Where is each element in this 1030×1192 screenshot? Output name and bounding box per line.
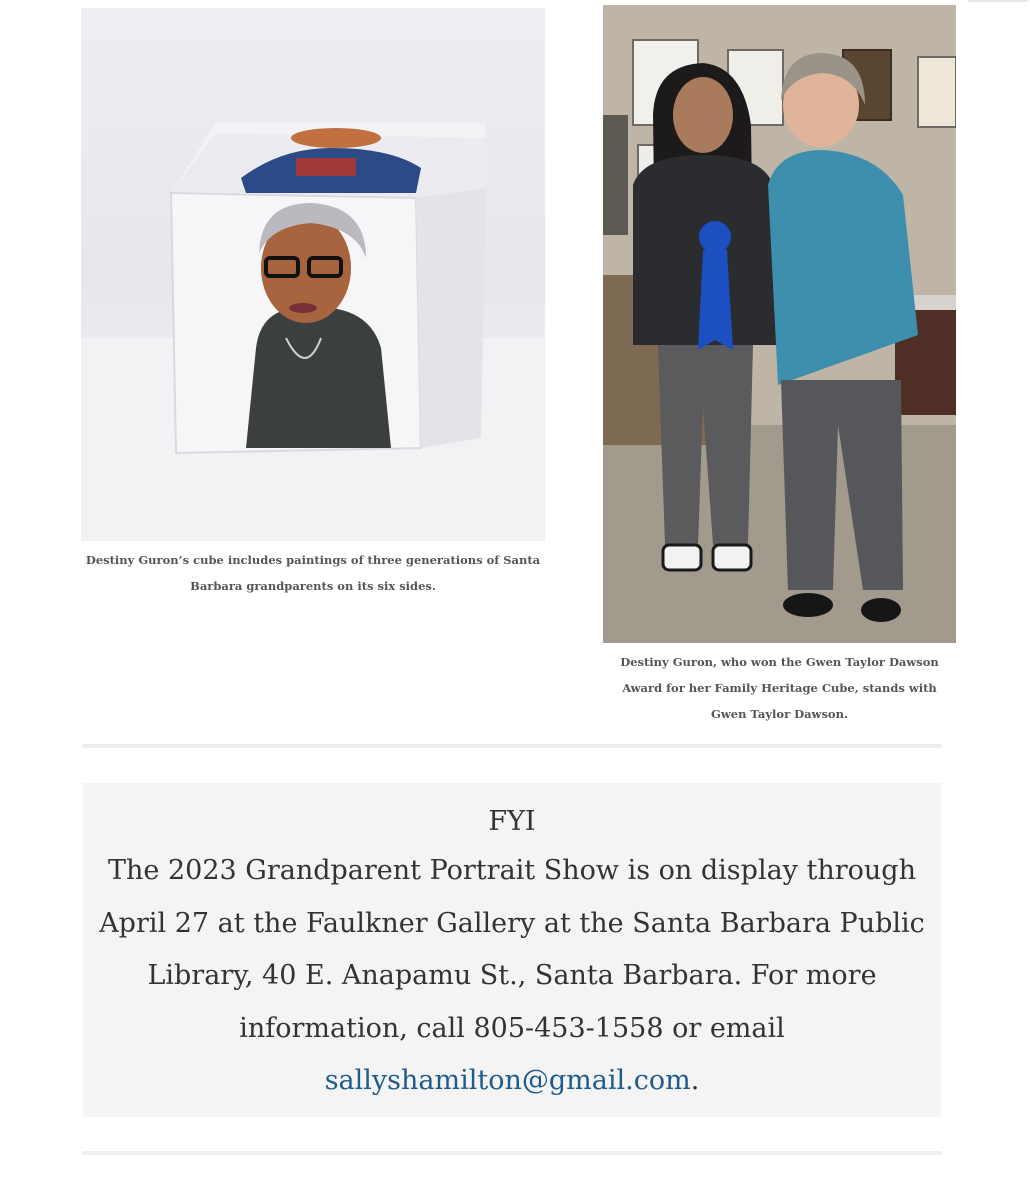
fyi-body bbox=[83, 845, 941, 1108]
award-image bbox=[603, 5, 956, 643]
top-rule bbox=[968, 0, 1028, 2]
fyi-box bbox=[83, 783, 941, 1117]
fyi-period: . bbox=[690, 1065, 700, 1096]
award-caption: Destiny Guron, who won the Gwen Taylor Dawson Award for her Family Heritage Cube, stands with Gwen Taylor Dawson. bbox=[620, 655, 939, 721]
section-divider-bottom bbox=[82, 1151, 942, 1155]
section-divider-top bbox=[82, 744, 942, 748]
cube-photo[interactable] bbox=[81, 8, 545, 541]
fyi-heading: FYI bbox=[488, 806, 536, 837]
cube-caption: Destiny Guron’s cube includes paintings of three generations of Santa Barbara grandparents on its six sides. bbox=[85, 553, 541, 593]
award-figure bbox=[603, 5, 956, 727]
fyi-text: The 2023 Grandparent Portrait Show is on display through April 27 at the Faulkner Gallery at the Santa Barbara Public Library, 40 E. Anapamu St., Santa Barbara. For more information, call 805-453-1558 or email bbox=[99, 855, 925, 1044]
cube-image bbox=[81, 8, 545, 541]
award-photo[interactable] bbox=[603, 5, 956, 643]
email-link[interactable]: sallyshamilton@gmail.com bbox=[324, 1065, 691, 1096]
cube-figure bbox=[81, 8, 545, 599]
